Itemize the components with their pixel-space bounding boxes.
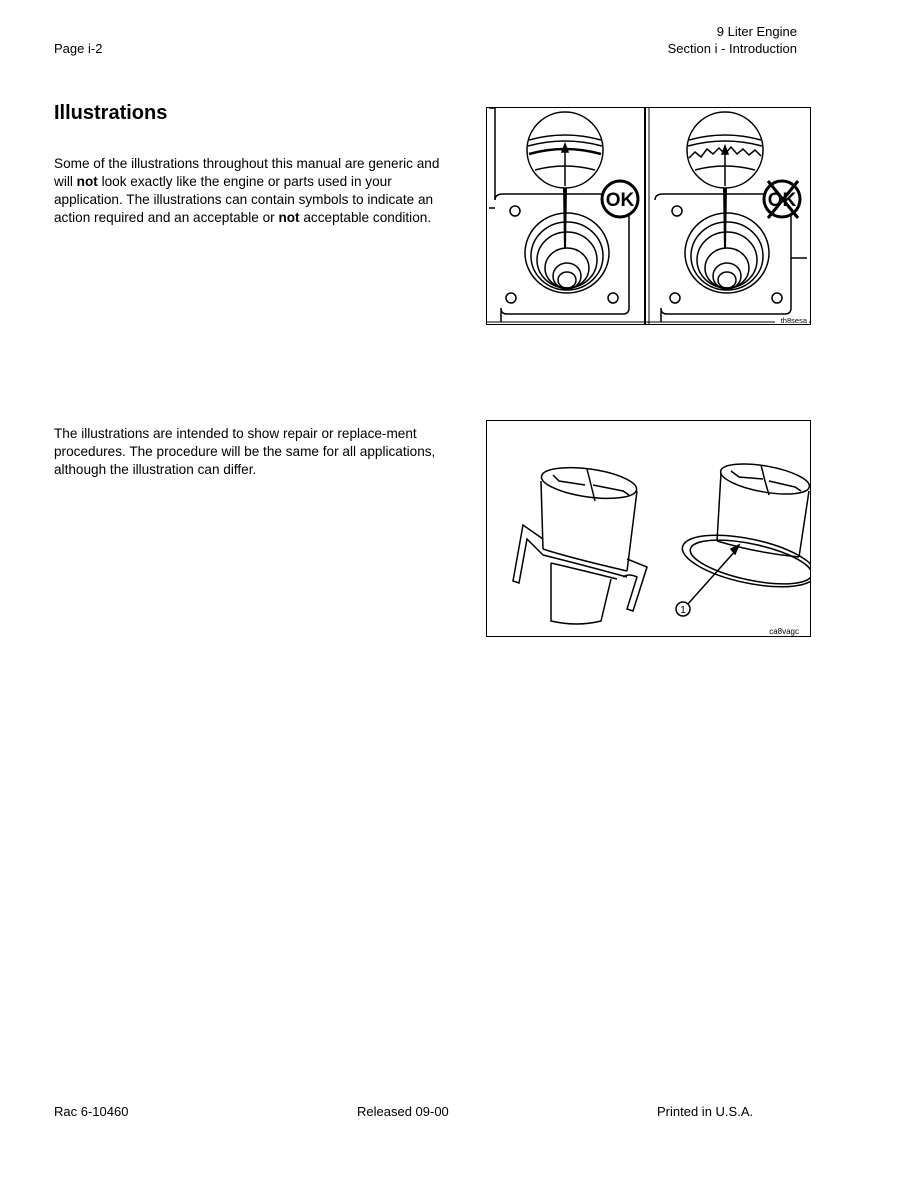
para1-bold-1: not [76,174,98,189]
ok-symbol-text: OK [605,190,635,211]
figure-2-code: ca8vagc [769,627,799,636]
manual-title: 9 Liter Engine [716,24,797,39]
figure-replacement-procedure [486,420,811,637]
footer-printed: Printed in U.S.A. [657,1104,754,1119]
footer-released: Released 09-00 [357,1104,449,1119]
figure-ok-comparison [486,107,811,325]
not-ok-symbol-text: OK [767,190,797,211]
figure-1-drawing [487,108,810,324]
paragraph-2: The illustrations are intended to show repair or replace-ment procedures. The procedure will be the same for all applications, although the illustration can differ. [54,426,436,477]
header-right [668,23,797,57]
figure-2-drawing [487,421,810,636]
section-title: Section i - Introduction [667,41,797,56]
para1-text-1: Some of the illustrations throughout this manual are generic and will [54,156,440,189]
para1-bold-2: not [278,210,300,225]
para1-text-3: acceptable condition. [299,210,432,225]
callout-number: 1 [680,605,686,616]
para1-text-2: look exactly like the engine or parts used in your application. The illustrations can contain symbols to indicate an action required and an acceptable or [54,174,434,225]
section-heading: Illustrations [54,102,168,124]
figure-1-code: th8sesa [780,316,807,324]
paragraph-1 [54,155,454,227]
page-number: Page i-2 [54,41,103,56]
footer-doc-number: Rac 6-10460 [54,1104,129,1119]
